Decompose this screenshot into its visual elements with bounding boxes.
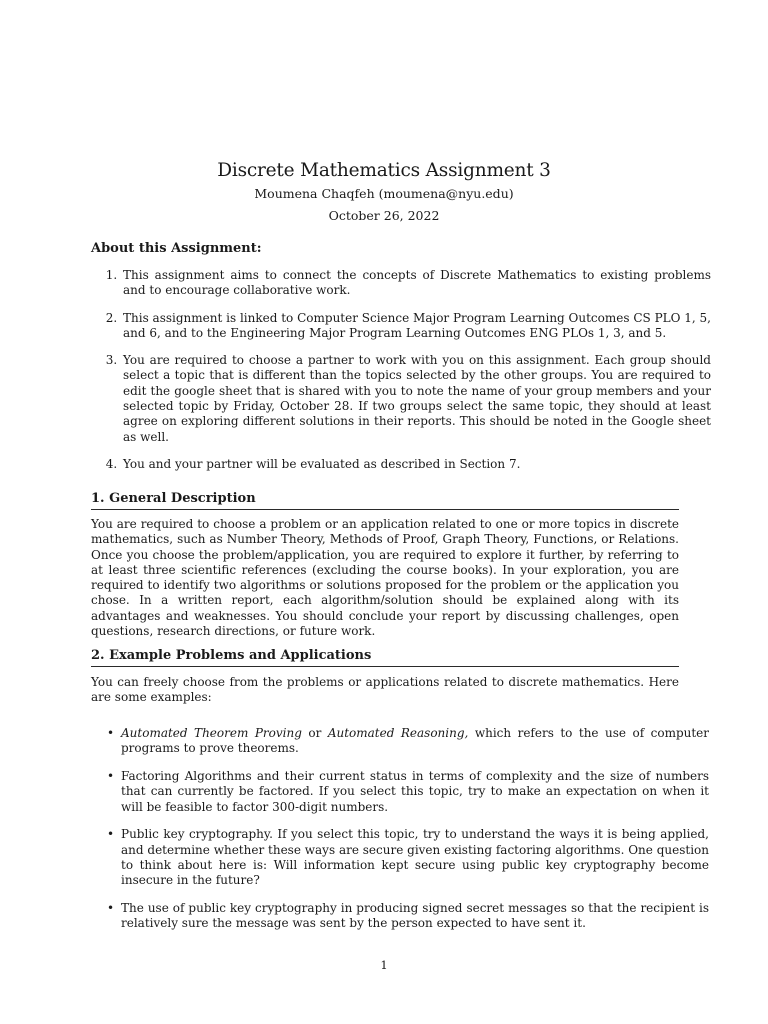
bullet-icon: • (107, 827, 115, 842)
general-description-paragraph: You are required to choose a problem or an application related to one or more topics in discrete mathematics, such as Number Theory, Methods of Proof, Graph Theory, Functions, or Relations. Once you choose the problem/application, you are required to explore it further, by referring to at least three scientific references (excluding the course books). In your exploration, you are required to identify two algorithms or solutions proposed for the problem or the application you chose. In a written report, each algorithm/solution should be explained along with its advantages and weaknesses. You should conclude your report by discussing challenges, open questions, research directions, or future work. (91, 517, 679, 639)
bullet-icon: • (107, 726, 115, 740)
example-item (107, 769, 709, 815)
bullet-icon: • (107, 769, 115, 784)
example-text: or (301, 726, 328, 740)
example-item (107, 827, 709, 888)
example-text: Factoring Algorithms and their current status in terms of complexity and the size of numbers that can currently be factored. If you select this topic, try to make an expectation on when it will be feasible to factor 300-digit numbers. (121, 769, 709, 814)
about-heading: About this Assignment: (91, 241, 262, 256)
example-text: The use of public key cryptography in producing signed secret messages so that the recipient is relatively sure the message was sent by the person expected to have sent it. (121, 901, 709, 931)
examples-intro-paragraph: You can freely choose from the problems or applications related to discrete mathematics. Here are some examples: (91, 675, 679, 705)
example-item (107, 726, 710, 757)
page-number: 1 (380, 958, 388, 972)
date-line: October 26, 2022 (328, 208, 440, 223)
example-item (107, 901, 709, 932)
about-item: 1. This assignment aims to connect the concepts of Discrete Mathematics to existing problems and to encourage collaborative work. (121, 268, 711, 299)
section-heading-general-description: 1. General Description (91, 491, 679, 510)
bullet-icon: • (107, 901, 115, 916)
about-list (91, 268, 711, 484)
about-item: 4. You and your partner will be evaluated as described in Section 7. (121, 457, 711, 472)
document-title: Discrete Mathematics Assignment 3 (217, 160, 551, 181)
example-term: Automated Theorem Proving (121, 726, 302, 740)
example-text: Public key cryptography. If you select this topic, try to understand the ways it is being applied, and determine whether these ways are secure given existing factoring algorithms. One question to think about here is: Will information kept secure using public key cryptography become insecure in the future? (121, 827, 709, 888)
section-heading-examples: 2. Example Problems and Applications (91, 648, 679, 667)
example-term: Automated Reasoning, (327, 726, 469, 740)
about-item: 2. This assignment is linked to Computer Science Major Program Learning Outcomes CS PLO 1, 5, and 6, and to the Engineering Major Program Learning Outcomes ENG PLOs 1, 3, and 5. (121, 311, 711, 342)
about-item: 3. You are required to choose a partner to work with you on this assignment. Each group should select a topic that is different than the topics selected by the other groups. You are required to edit the google sheet that is shared with you to note the name of your group members and your selected topic by Friday, October 28. If two groups select the same topic, they should at least agree on exploring different solutions in their reports. This should be noted in the Google sheet as well. (121, 353, 711, 445)
example-text: which refers to the use of computer programs to prove theorems. (121, 726, 710, 756)
examples-list (91, 726, 709, 944)
author-line: Moumena Chaqfeh (moumena@nyu.edu) (254, 186, 514, 201)
